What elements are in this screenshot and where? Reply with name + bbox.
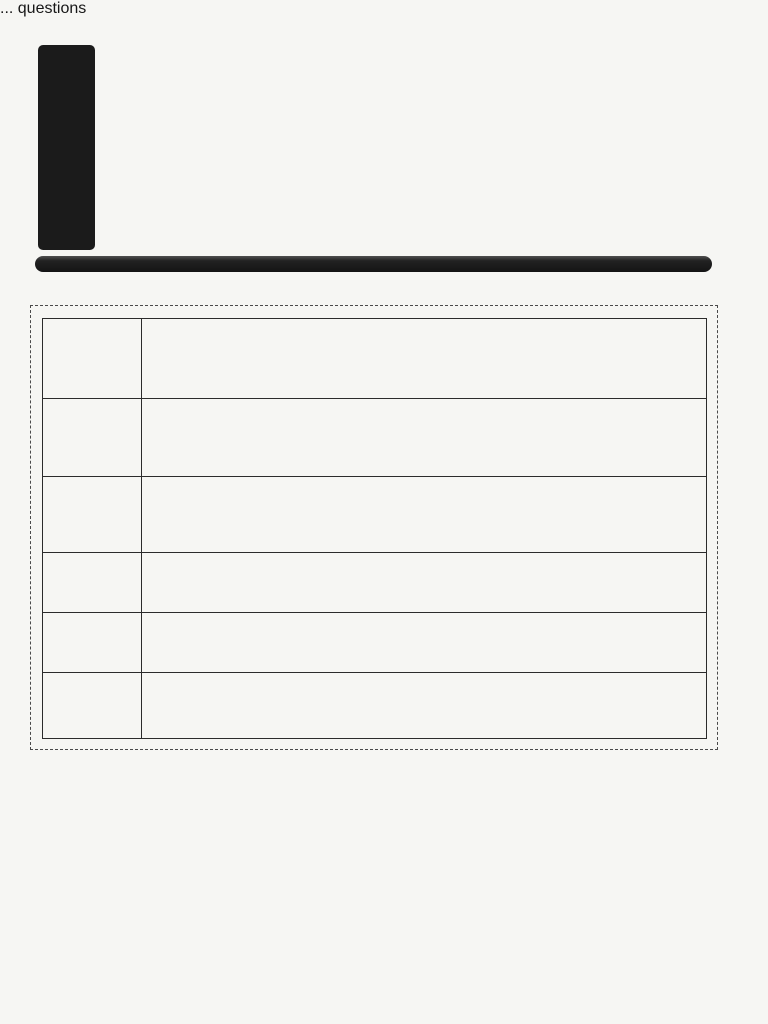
speaker-label (43, 399, 142, 477)
dialogue-table (42, 318, 707, 739)
speaker-label (43, 673, 142, 739)
speech-cell (142, 399, 707, 477)
document-page: ... questions (0, 0, 768, 1024)
speech-cell (142, 553, 707, 613)
speaker-label (43, 553, 142, 613)
speaker-label (43, 319, 142, 399)
speech-cell (142, 613, 707, 673)
speech-cell (142, 673, 707, 739)
header-divider-bar (35, 256, 712, 272)
speaker-label (43, 477, 142, 553)
dialogue-row-participant-1 (43, 399, 707, 477)
dialogue-row-participant-5 (43, 673, 707, 739)
speaker-label (43, 613, 142, 673)
dialogue-table-body (43, 319, 707, 739)
dialogue-row-participant-2 (43, 477, 707, 553)
dialogue-row-moderator (43, 319, 707, 399)
header-side-bar (38, 45, 95, 250)
dialogue-row-participant-3 (43, 553, 707, 613)
speech-cell (142, 319, 707, 399)
dialogue-row-participant-4 (43, 613, 707, 673)
speech-cell (142, 477, 707, 553)
